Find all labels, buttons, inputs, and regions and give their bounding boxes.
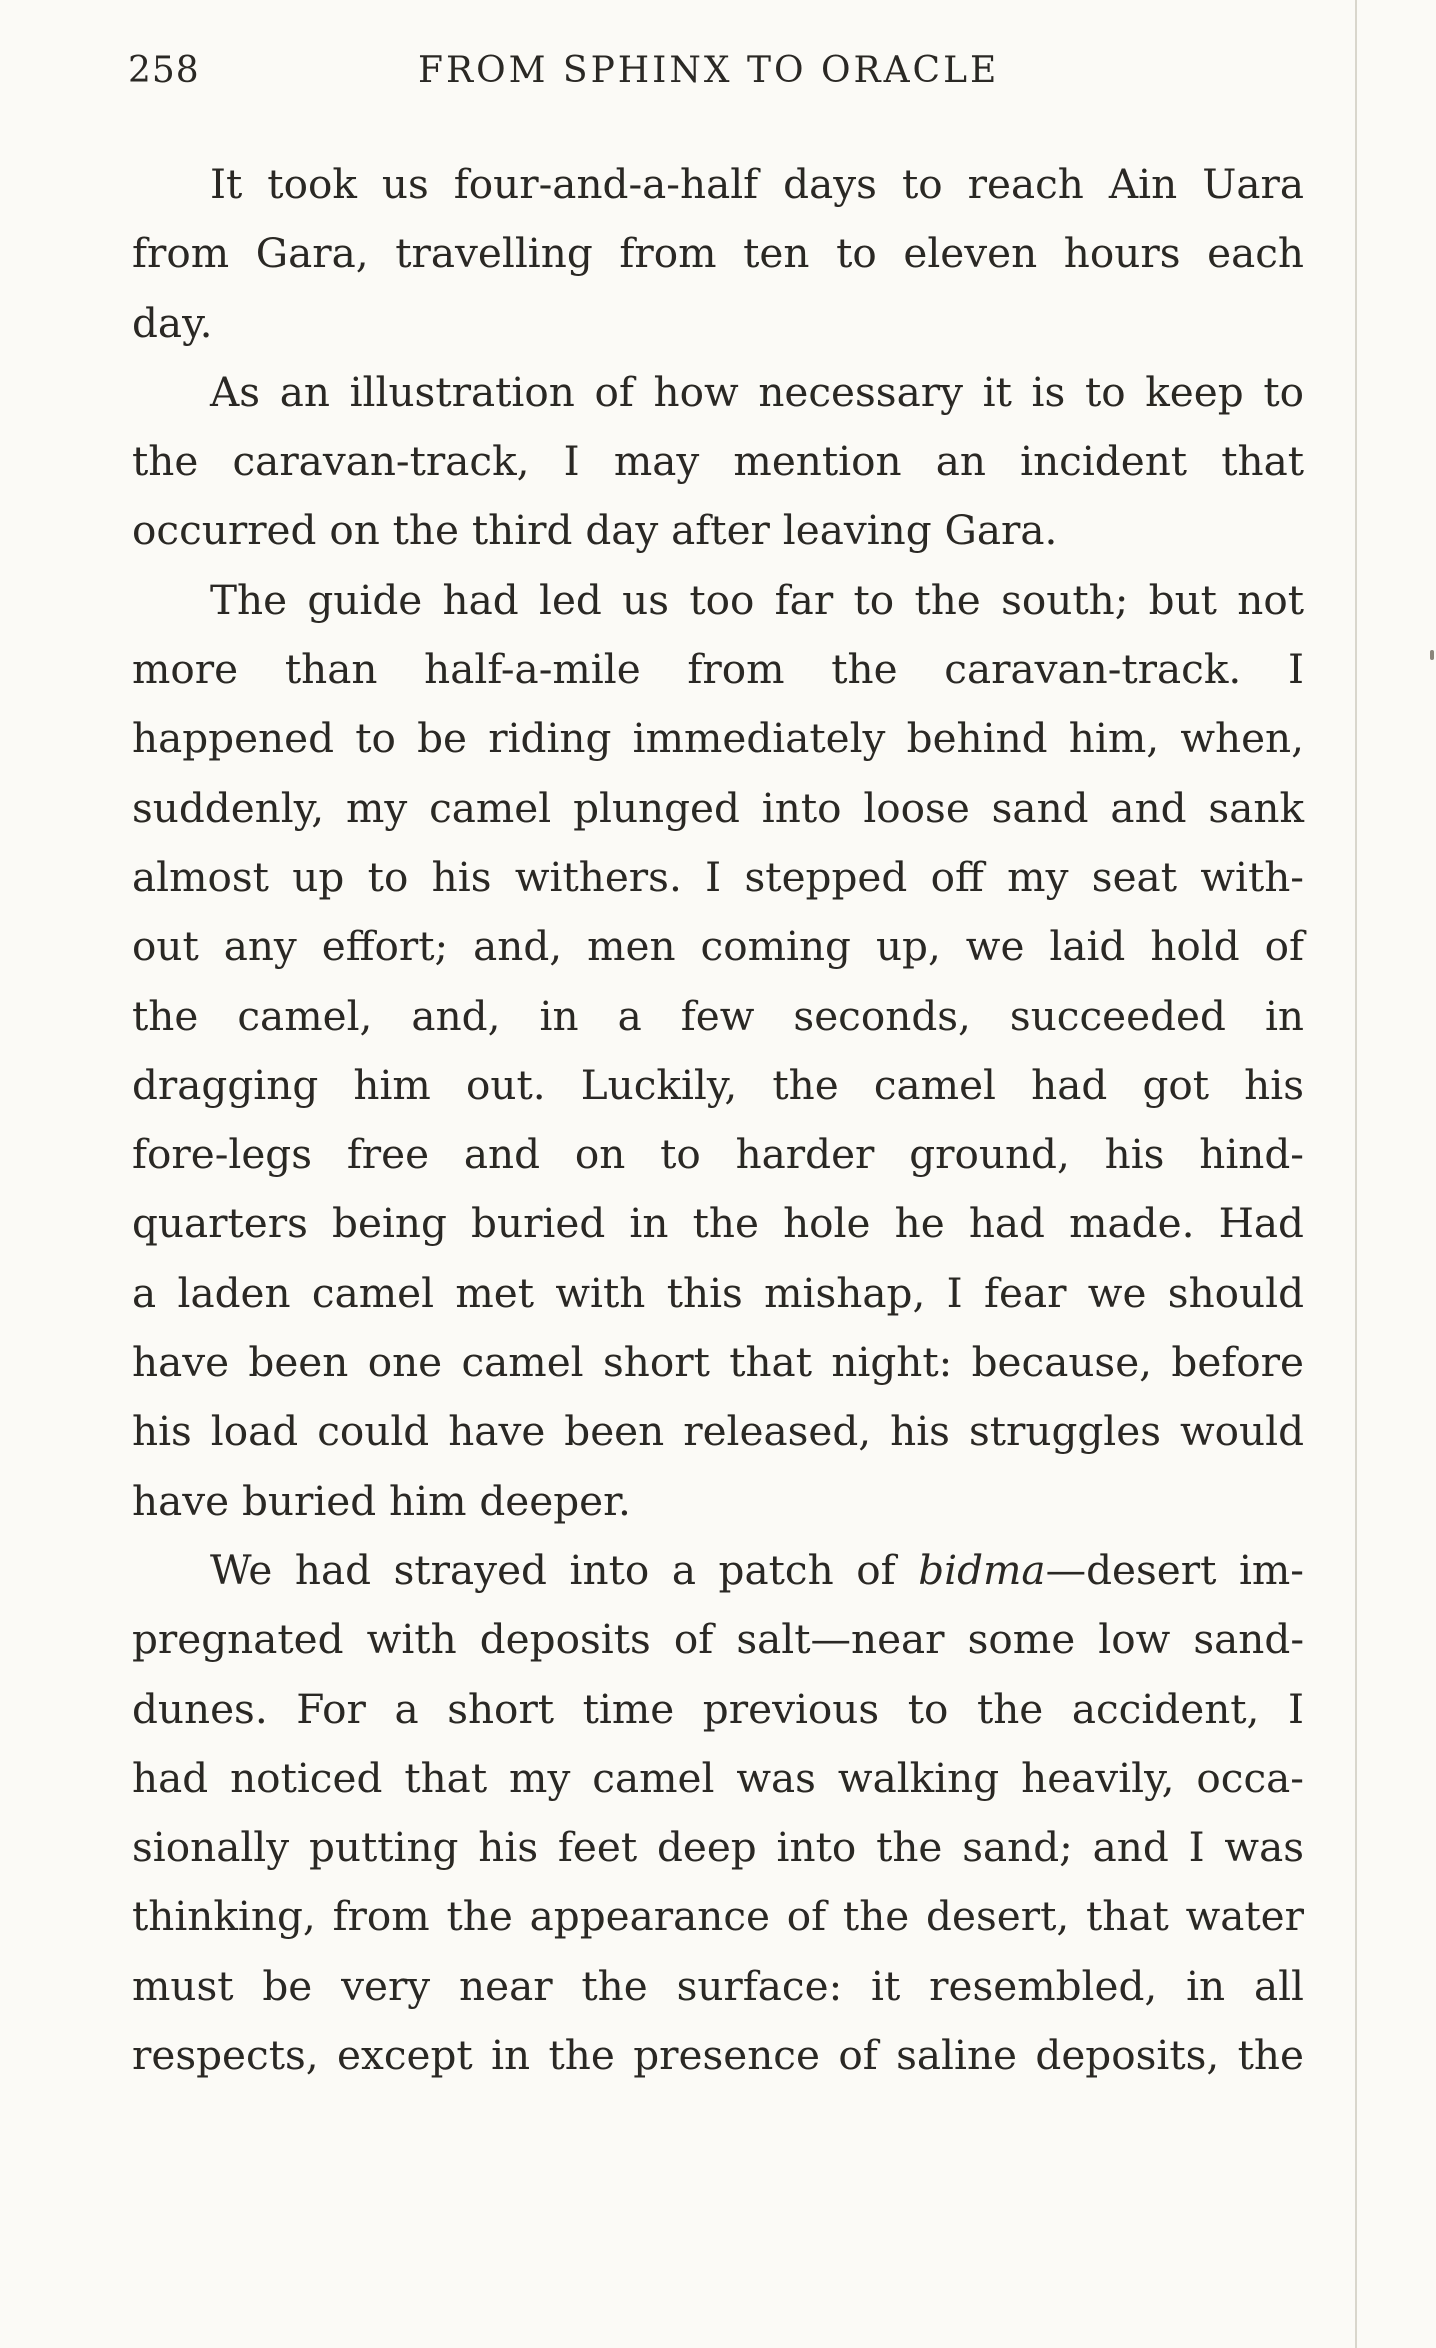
line-text (210, 1546, 1304, 1594)
text-line (132, 1813, 1304, 1882)
line-text: almost up to his withers. I stepped off my seat with- (132, 852, 1304, 901)
line-text: had noticed that my camel was walking heavily, occa- (132, 1753, 1304, 1802)
line-text: his load could have been released, his struggles would (132, 1407, 1304, 1456)
line-text: quarters being buried in the hole he had made. Had (132, 1199, 1304, 1248)
text-line (132, 358, 1304, 427)
text-line (132, 150, 1304, 219)
line-text: have been one camel short that night: because, before (132, 1338, 1304, 1387)
text-line (132, 912, 1304, 981)
line-text: respects, except in the presence of saline deposits, the (132, 2031, 1304, 2080)
text-line (132, 1467, 1304, 1536)
text-line (132, 1397, 1304, 1466)
text-line (132, 635, 1304, 704)
text-line (132, 1744, 1304, 1813)
text-line (132, 289, 1304, 358)
text-line (132, 1259, 1304, 1328)
text-line (132, 1952, 1304, 2021)
running-head: FROM SPHINX TO ORACLE (418, 50, 1000, 91)
line-text: must be very near the surface: it resembled, in all (132, 1961, 1304, 2010)
line-text: dragging him out. Luckily, the camel had got his (132, 1060, 1304, 1109)
line-text: have buried him deeper. (132, 1476, 631, 1525)
page-number: 258 (128, 50, 200, 91)
text-line (132, 1675, 1304, 1744)
line-text: The guide had led us too far to the south; but not (210, 575, 1304, 624)
line-text: more than half-a-mile from the caravan-track. I (132, 645, 1304, 694)
text-line (132, 1328, 1304, 1397)
text-line (132, 982, 1304, 1051)
line-text: the caravan-track, I may mention an incident that (132, 437, 1304, 486)
line-text: the camel, and, in a few seconds, succeeded in (132, 991, 1304, 1040)
line-text-after: —desert im- (1045, 1545, 1304, 1594)
page-edge-line (1355, 0, 1357, 2348)
line-text: happened to be riding immediately behind him, when, (132, 714, 1304, 763)
text-line (132, 219, 1304, 288)
line-text: day. (132, 298, 213, 347)
text-line (132, 1536, 1304, 1605)
text-line (132, 843, 1304, 912)
line-text: sionally putting his feet deep into the sand; and I was (132, 1823, 1304, 1872)
text-line (132, 1120, 1304, 1189)
line-text: It took us four-and-a-half days to reach Ain Uara (210, 160, 1304, 208)
line-text-before: We had strayed into a patch of (210, 1545, 919, 1594)
text-line (132, 1605, 1304, 1674)
text-line (132, 1882, 1304, 1951)
text-line (132, 704, 1304, 773)
text-line (132, 774, 1304, 843)
text-line (132, 566, 1304, 635)
line-text: fore-legs free and on to harder ground, his hind- (132, 1130, 1304, 1179)
margin-mark (1430, 650, 1434, 660)
line-text: a laden camel met with this mishap, I fear we should (132, 1268, 1304, 1317)
line-text: pregnated with deposits of salt—near some low sand- (132, 1615, 1304, 1664)
line-text: out any effort; and, men coming up, we laid hold of (132, 922, 1304, 971)
text-line (132, 1189, 1304, 1258)
text-line (132, 496, 1304, 565)
italic-term: bidma (918, 1545, 1046, 1594)
line-text: As an illustration of how necessary it is to keep to (210, 367, 1304, 416)
line-text: thinking, from the appearance of the desert, that water (132, 1892, 1304, 1941)
body-text (132, 150, 1304, 2090)
text-line (132, 1051, 1304, 1120)
line-text: occurred on the third day after leaving Gara. (132, 506, 1058, 555)
line-text: from Gara, travelling from ten to eleven hours each (132, 229, 1304, 278)
line-text: suddenly, my camel plunged into loose sand and sank (132, 783, 1304, 832)
text-line (132, 2021, 1304, 2090)
line-text: dunes. For a short time previous to the accident, I (132, 1684, 1304, 1733)
text-line (132, 427, 1304, 496)
